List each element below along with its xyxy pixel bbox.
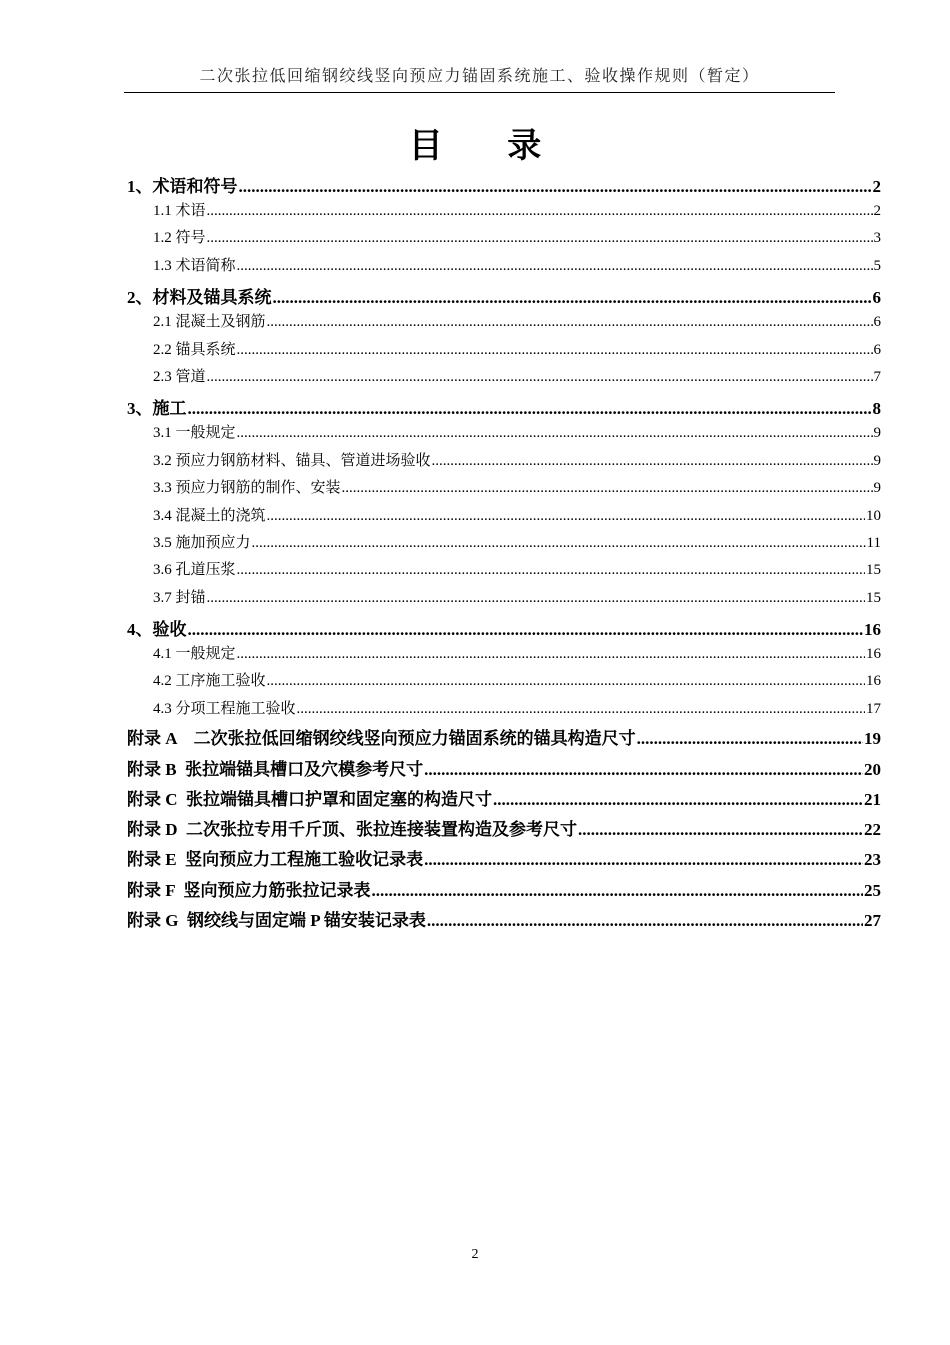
toc-entry[interactable] xyxy=(127,310,881,337)
toc-entry-page: 9 xyxy=(873,425,881,442)
dot-leader xyxy=(207,203,873,220)
toc-entry-page: 15 xyxy=(866,589,881,606)
dot-leader xyxy=(237,562,865,579)
toc-entry-label: 1.3 术语简称 xyxy=(153,257,236,274)
toc-entry-page: 15 xyxy=(866,562,881,579)
toc-entry-label: 3.3 预应力钢筋的制作、安装 xyxy=(153,480,341,497)
toc-entry-page: 6 xyxy=(873,341,881,358)
dot-leader xyxy=(207,230,873,247)
dot-leader xyxy=(424,850,863,870)
toc-entry-label: 3.5 施加预应力 xyxy=(153,534,251,551)
dot-leader xyxy=(237,258,873,275)
toc-entry-label: 3.1 一般规定 xyxy=(153,425,236,442)
toc-entry-label: 3.7 封锚 xyxy=(153,589,206,606)
toc-entry-page: 16 xyxy=(866,646,881,663)
toc-entry[interactable] xyxy=(127,504,881,531)
toc-entry[interactable] xyxy=(127,586,881,613)
toc-entry[interactable] xyxy=(127,642,881,669)
toc-entry[interactable] xyxy=(127,254,881,281)
toc-entry-label: 附录 G 钢绞线与固定端 P 锚安装记录表 xyxy=(127,911,426,931)
toc-entry-page: 9 xyxy=(873,480,881,497)
toc-entry-page: 20 xyxy=(864,759,881,779)
dot-leader xyxy=(267,673,865,690)
toc-entry[interactable] xyxy=(127,394,881,421)
toc-entry-page: 22 xyxy=(864,820,881,840)
dot-leader xyxy=(207,590,865,607)
toc-entry-label: 附录 E 竖向预应力工程施工验收记录表 xyxy=(127,850,424,870)
toc-entry-label: 1.1 术语 xyxy=(153,203,206,219)
dot-leader xyxy=(188,620,864,640)
dot-leader xyxy=(267,314,873,331)
toc-entry-page: 17 xyxy=(866,700,881,717)
toc-entry[interactable] xyxy=(127,199,881,226)
toc-entry-label: 3.4 混凝土的浇筑 xyxy=(153,507,266,524)
dot-leader xyxy=(237,646,865,663)
toc-entry-page: 2 xyxy=(872,177,881,196)
dot-leader xyxy=(297,701,865,718)
toc-entry-appendix[interactable] xyxy=(127,906,881,936)
toc-entry[interactable] xyxy=(127,226,881,253)
toc-entry-page: 23 xyxy=(864,850,881,870)
toc-entry-appendix[interactable] xyxy=(127,755,881,785)
toc-entry-label: 2.1 混凝土及钢筋 xyxy=(153,314,266,331)
toc-entry-label: 4.3 分项工程施工验收 xyxy=(153,700,296,717)
toc-entry-page: 3 xyxy=(873,230,881,247)
table-of-contents xyxy=(127,170,881,936)
toc-entry-page: 6 xyxy=(872,288,881,308)
toc-entry-label: 3.2 预应力钢筋材料、锚具、管道进场验收 xyxy=(153,452,431,469)
dot-leader xyxy=(188,399,872,419)
dot-leader xyxy=(252,535,866,552)
toc-entry-appendix[interactable] xyxy=(127,815,881,845)
toc-entry-label: 4.2 工序施工验收 xyxy=(153,673,266,690)
toc-entry-appendix[interactable] xyxy=(127,845,881,875)
toc-entry-page: 10 xyxy=(866,507,881,524)
toc-entry[interactable] xyxy=(127,365,881,392)
page-number: 2 xyxy=(471,1247,479,1262)
toc-entry-label: 1、术语和符号 xyxy=(127,177,238,196)
dot-leader xyxy=(342,480,873,497)
toc-entry-label: 3、施工 xyxy=(127,399,187,419)
running-header: 二次张拉低回缩钢绞线竖向预应力锚固系统施工、验收操作规则（暂定） xyxy=(124,62,835,93)
toc-entry-page: 11 xyxy=(866,534,881,551)
toc-entry-page: 6 xyxy=(873,314,881,331)
dot-leader xyxy=(273,288,872,308)
dot-leader xyxy=(237,342,873,359)
toc-entry-page: 9 xyxy=(873,452,881,469)
toc-entry[interactable] xyxy=(127,283,881,310)
toc-entry-page: 2 xyxy=(873,203,881,219)
toc-entry-page: 27 xyxy=(864,911,881,931)
dot-leader xyxy=(493,790,863,810)
toc-entry-page: 19 xyxy=(864,729,881,749)
toc-entry[interactable] xyxy=(127,449,881,476)
toc-entry-page: 8 xyxy=(872,399,881,419)
toc-entry-label: 2.3 管道 xyxy=(153,368,206,385)
toc-entry-page: 7 xyxy=(873,368,881,385)
toc-entry[interactable] xyxy=(127,669,881,696)
dot-leader xyxy=(427,911,863,931)
toc-entry-page: 16 xyxy=(864,620,881,640)
toc-entry-page: 5 xyxy=(873,257,881,274)
toc-entry-label: 2.2 锚具系统 xyxy=(153,341,236,358)
toc-entry[interactable] xyxy=(127,172,881,199)
dot-leader xyxy=(432,453,873,470)
toc-entry-label: 4、验收 xyxy=(127,620,187,640)
dot-leader xyxy=(372,881,863,901)
toc-entry-label: 1.2 符号 xyxy=(153,230,206,247)
toc-title: 目 录 xyxy=(408,128,570,165)
toc-entry[interactable] xyxy=(127,615,881,642)
dot-leader xyxy=(239,177,872,197)
toc-entry-label: 附录 D 二次张拉专用千斤顶、张拉连接装置构造及参考尺寸 xyxy=(127,820,578,840)
toc-entry-label: 4.1 一般规定 xyxy=(153,646,236,663)
toc-entry-label: 3.6 孔道压浆 xyxy=(153,562,236,579)
dot-leader xyxy=(207,369,873,386)
toc-entry-page: 25 xyxy=(864,880,881,900)
toc-entry-label: 2、材料及锚具系统 xyxy=(127,288,272,308)
dot-leader xyxy=(578,820,863,840)
dot-leader xyxy=(267,508,865,525)
toc-entry-appendix[interactable] xyxy=(127,785,881,815)
toc-entry[interactable] xyxy=(127,697,881,724)
toc-entry[interactable] xyxy=(127,558,881,585)
toc-entry-page: 21 xyxy=(864,789,881,809)
toc-entry-label: 附录 A 二次张拉低回缩钢绞线竖向预应力锚固系统的锚具构造尺寸 xyxy=(127,729,636,749)
toc-entry-page: 16 xyxy=(866,673,881,690)
toc-entry-appendix[interactable] xyxy=(127,724,881,754)
dot-leader xyxy=(424,760,863,780)
toc-entry[interactable] xyxy=(127,421,881,448)
toc-entry[interactable] xyxy=(127,531,881,558)
dot-leader xyxy=(637,729,863,749)
toc-entry-label: 附录 C 张拉端锚具槽口护罩和固定塞的构造尺寸 xyxy=(127,789,493,809)
dot-leader xyxy=(237,425,873,442)
toc-entry-appendix[interactable] xyxy=(127,876,881,906)
toc-entry[interactable] xyxy=(127,476,881,503)
toc-entry[interactable] xyxy=(127,338,881,365)
toc-entry-label: 附录 F 竖向预应力筋张拉记录表 xyxy=(127,880,371,900)
toc-entry-label: 附录 B 张拉端锚具槽口及穴模参考尺寸 xyxy=(127,759,424,779)
